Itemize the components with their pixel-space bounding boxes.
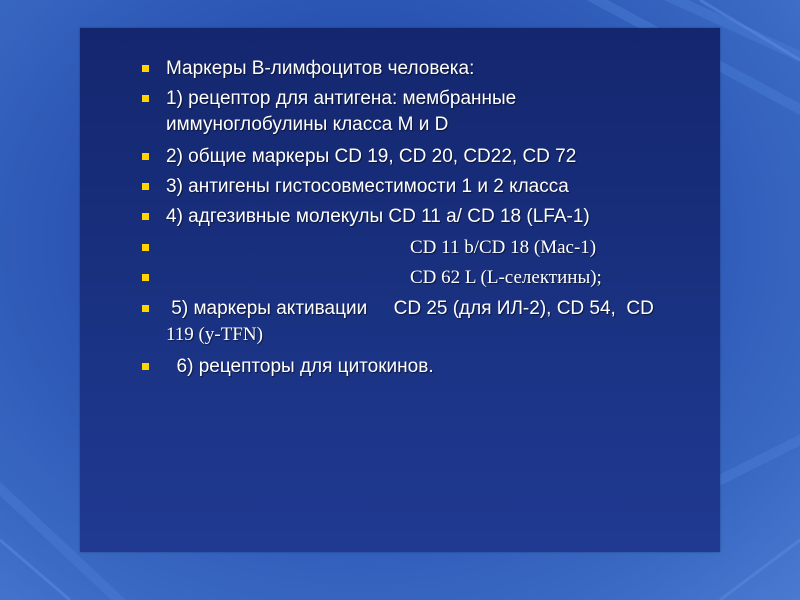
list-item-text: 1) рецептор для антигена: мембранные xyxy=(166,88,517,109)
list-item-text-line2: иммуноглобулины класса М и D xyxy=(166,114,449,135)
list-item-text: 6) рецепторы для цитокинов. xyxy=(166,356,434,377)
bullet-icon xyxy=(142,65,149,72)
list-item-text-line2: 119 (y-TFN) xyxy=(166,324,263,345)
bullet-icon xyxy=(142,153,149,160)
list-item-text: Маркеры В-лимфоцитов человека: xyxy=(166,58,475,79)
bullet-icon xyxy=(142,363,149,370)
list-item-text: 3) антигены гистосовместимости 1 и 2 класса xyxy=(166,176,569,197)
list-item-text: 2) общие маркеры СD 19, CD 20, CD22, CD 72 xyxy=(166,146,577,167)
list-item-text: 5) маркеры активации СD 25 (для ИЛ-2), CD 54, CD xyxy=(166,298,654,319)
list-item-text: CD 11 b/CD 18 (Mac-1) xyxy=(410,237,597,258)
bullet-icon xyxy=(142,274,149,281)
bullet-icon xyxy=(142,183,149,190)
list-item-text: 4) адгезивные молекулы СD 11 a/ СD 18 (LFA-1) xyxy=(166,206,590,227)
bullet-icon xyxy=(142,244,149,251)
bullet-icon xyxy=(142,305,149,312)
bullet-icon xyxy=(142,95,149,102)
content-panel xyxy=(80,28,720,552)
list-item-text: CD 62 L (L-селектины); xyxy=(410,267,602,288)
bullet-icon xyxy=(142,213,149,220)
